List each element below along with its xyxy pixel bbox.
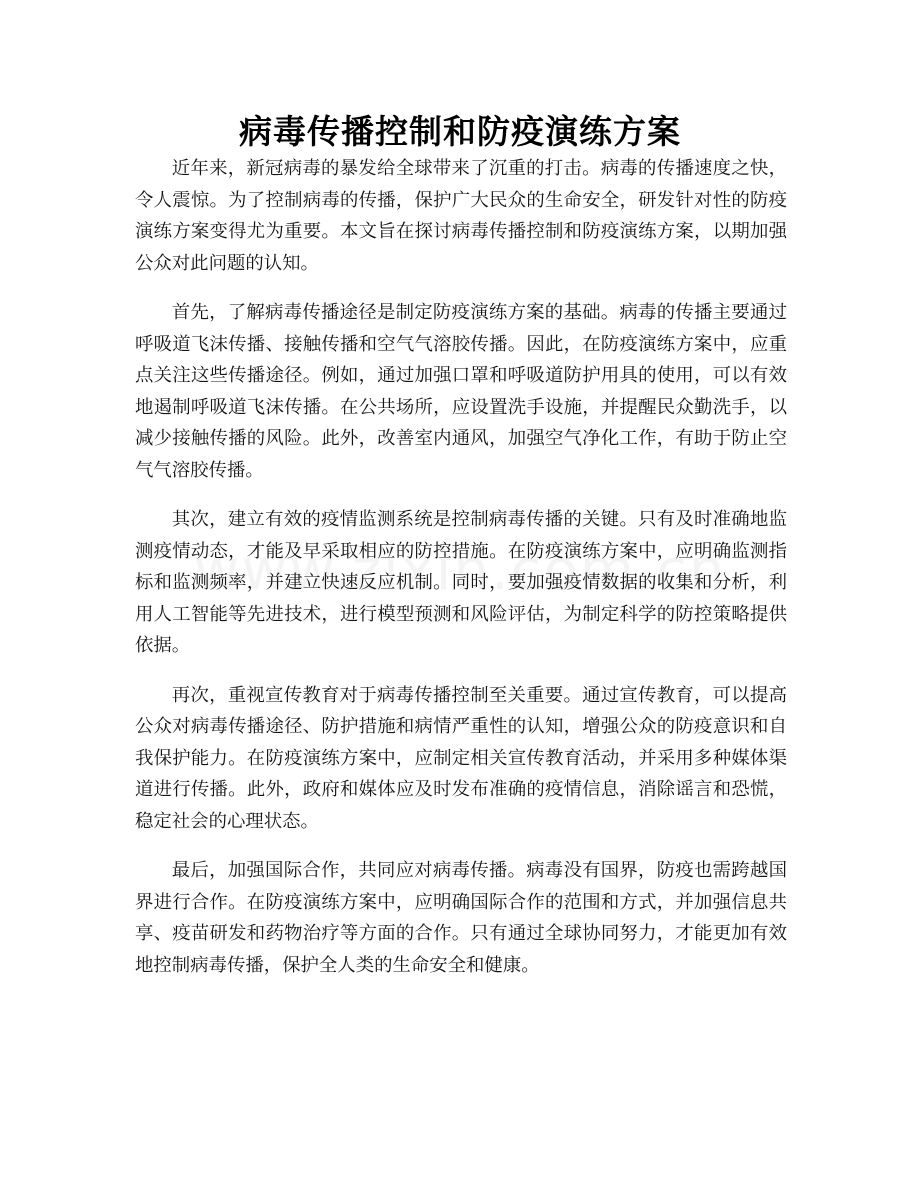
document-title: 病毒传播控制和防疫演练方案 <box>239 112 681 151</box>
paragraph-5: 最后，加强国际合作，共同应对病毒传播。病毒没有国界，防疫也需跨越国界进行合作。在防疫演练方案中，应明确国际合作的范围和方式，并加强信息共享、疫苗研发和药物治疗等方面的合作。只有通过全球协同努力，才能更加有效地控制病毒传播，保护全人类的生命安全和健康。 <box>135 860 787 976</box>
paragraph-2: 首先，了解病毒传播途径是制定防疫演练方案的基础。病毒的传播主要通过呼吸道飞沫传播、接触传播和空气气溶胶传播。因此，在防疫演练方案中，应重点关注这些传播途径。例如，通过加强口罩和呼吸道防护用具的使用，可以有效地遏制呼吸道飞沫传播。在公共场所，应设置洗手设施，并提醒民众勤洗手，以减少接触传播的风险。此外，改善室内通风，加强空气净化工作，有助于防止空气气溶胶传播。 <box>135 302 787 481</box>
paragraph-1: 近年来，新冠病毒的暴发给全球带来了沉重的打击。病毒的传播速度之快，令人震惊。为了控制病毒的传播，保护广大民众的生命安全，研发针对性的防疫演练方案变得尤为重要。本文旨在探讨病毒传播控制和防疫演练方案，以期加强公众对此问题的认知。 <box>135 158 787 274</box>
paragraph-4: 再次，重视宣传教育对于病毒传播控制至关重要。通过宣传教育，可以提高公众对病毒传播途径、防护措施和病情严重性的认知，增强公众的防疫意识和自我保护能力。在防疫演练方案中，应制定相关宣传教育活动，并采用多种媒体渠道进行传播。此外，政府和媒体应及时发布准确的疫情信息，消除谣言和恐慌，稳定社会的心理状态。 <box>135 684 787 832</box>
paragraph-3: 其次，建立有效的疫情监测系统是控制病毒传播的关键。只有及时准确地监测疫情动态，才能及早采取相应的防控措施。在防疫演练方案中，应明确监测指标和监测频率，并建立快速反应机制。同时，要加强疫情数据的收集和分析，利用人工智能等先进技术，进行模型预测和风险评估，为制定科学的防控策略提供依据。 <box>135 509 787 656</box>
document-body <box>135 153 787 999</box>
